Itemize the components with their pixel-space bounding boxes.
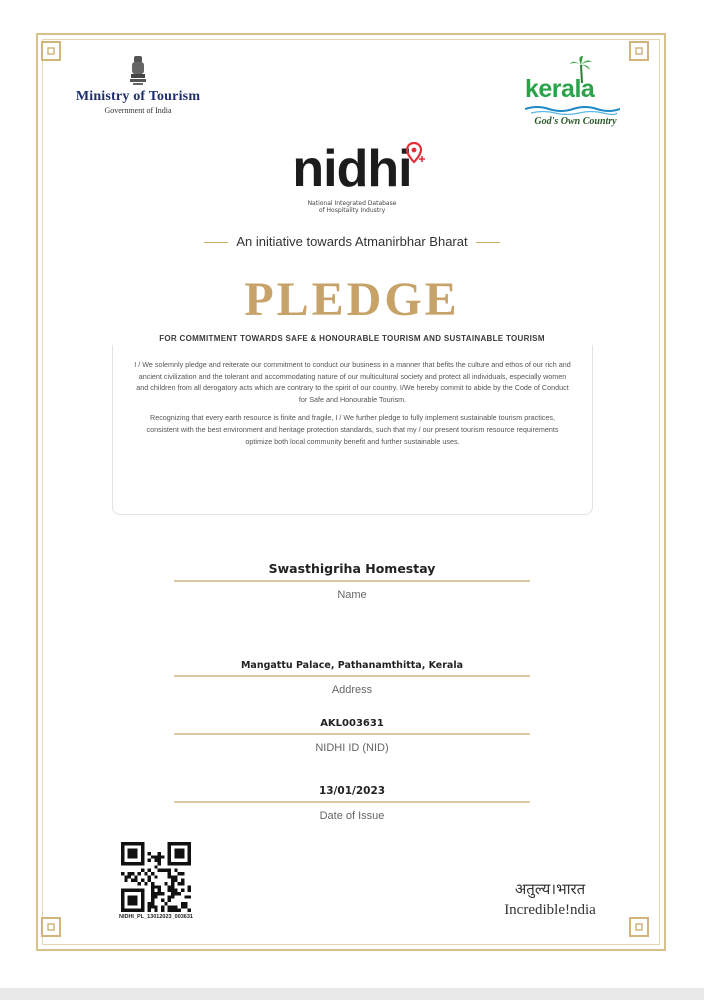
qr-module <box>128 862 131 865</box>
incredible-india-english: Incredible!ndia <box>504 902 596 918</box>
qr-module <box>171 862 174 865</box>
qr-module <box>154 909 157 912</box>
address-value: Mangattu Palace, Pathanamthitta, Kerala <box>240 660 464 671</box>
qr-module <box>168 895 171 898</box>
qr-module <box>138 862 141 865</box>
qr-module <box>158 889 161 892</box>
qr-module <box>131 852 134 855</box>
qr-module <box>174 889 177 892</box>
qr-module <box>141 899 144 902</box>
kerala-wave-icon <box>525 105 620 115</box>
qr-module <box>188 855 191 858</box>
qr-module <box>124 909 127 912</box>
qr-module <box>181 849 184 852</box>
qr-module <box>188 862 191 865</box>
qr-module <box>151 889 154 892</box>
qr-module <box>168 885 171 888</box>
qr-module <box>134 909 137 912</box>
nidhi-caption-line-1: National Integrated Database <box>307 200 397 207</box>
qr-module <box>161 905 164 908</box>
corner-ornament-bottom-right <box>628 904 664 940</box>
qr-module <box>121 909 124 912</box>
address-label: Address <box>331 684 373 696</box>
qr-module <box>124 875 127 878</box>
qr-module <box>131 872 134 875</box>
qr-module <box>128 895 131 898</box>
qr-module <box>154 895 157 898</box>
qr-module <box>121 872 124 875</box>
name-underline <box>174 580 530 582</box>
qr-module <box>128 842 131 845</box>
qr-module <box>148 905 151 908</box>
qr-module <box>141 862 144 865</box>
qr-module <box>168 899 171 902</box>
qr-certificate-id: NIDHI_PL_13012023_003631 <box>118 914 193 920</box>
qr-module <box>154 885 157 888</box>
qr-module <box>124 889 127 892</box>
qr-module <box>168 845 171 848</box>
qr-module <box>131 909 134 912</box>
qr-module <box>151 902 154 905</box>
qr-module <box>141 909 144 912</box>
pledge-paragraph-1: I / We solemnly pledge and reiterate our commitment to conduct our business in a manner that befits the culture and ethos of our rich and ancient civilization and the tolerant and accommodating nature of our multicultural society and protect all individuals, especially women and children from all derogatory acts which are contrary to the spirit of our country. I/We hereby commit to abide by the Code of Conduct for Safe and Honourable Tourism. <box>134 360 571 404</box>
qr-module <box>174 852 177 855</box>
qr-module <box>184 905 187 908</box>
qr-module <box>154 855 157 858</box>
qr-module <box>121 892 124 895</box>
qr-module <box>144 882 147 885</box>
qr-module <box>131 855 134 858</box>
qr-module <box>181 889 184 892</box>
qr-module <box>168 872 171 875</box>
ministry-of-tourism-logo <box>58 55 218 115</box>
qr-module <box>161 909 164 912</box>
qr-module <box>164 902 167 905</box>
qr-module <box>131 902 134 905</box>
qr-module <box>158 852 161 855</box>
nidhi-id-value: AKL003631 <box>320 718 384 729</box>
qr-module <box>158 892 161 895</box>
nidhi-wordmark <box>292 140 411 198</box>
qr-module <box>168 862 171 865</box>
date-of-issue-field <box>174 785 530 822</box>
qr-module <box>184 895 187 898</box>
qr-module <box>174 849 177 852</box>
qr-module <box>171 905 174 908</box>
qr-module <box>138 872 141 875</box>
qr-module <box>148 852 151 855</box>
qr-module <box>138 842 141 845</box>
qr-module <box>121 855 124 858</box>
qr-module <box>151 872 154 875</box>
qr-module <box>168 869 171 872</box>
qr-module <box>134 842 137 845</box>
qr-module <box>174 869 177 872</box>
qr-module <box>128 872 131 875</box>
qr-module <box>121 849 124 852</box>
qr-module <box>154 905 157 908</box>
qr-module <box>188 909 191 912</box>
ministry-title: Ministry of Tourism <box>75 89 201 104</box>
qr-module <box>134 879 137 882</box>
qr-module <box>174 879 177 882</box>
qr-module <box>124 862 127 865</box>
qr-module <box>154 875 157 878</box>
qr-module <box>121 889 124 892</box>
qr-module <box>134 895 137 898</box>
qr-module <box>131 849 134 852</box>
qr-module <box>188 885 191 888</box>
qr-module <box>174 855 177 858</box>
qr-module <box>188 852 191 855</box>
qr-module <box>128 902 131 905</box>
viewer-bottom-bar <box>0 988 704 1000</box>
qr-module <box>168 852 171 855</box>
name-label: Name <box>337 589 367 601</box>
qr-module <box>171 889 174 892</box>
qr-module <box>161 869 164 872</box>
qr-module <box>161 855 164 858</box>
qr-module <box>141 852 144 855</box>
qr-module <box>171 909 174 912</box>
kerala-tourism-logo <box>515 55 630 135</box>
qr-module <box>171 885 174 888</box>
qr-module <box>148 869 151 872</box>
qr-module <box>171 875 174 878</box>
qr-module <box>161 892 164 895</box>
qr-module <box>184 842 187 845</box>
date-of-issue-underline <box>174 801 530 803</box>
qr-module <box>188 895 191 898</box>
pledge-subtitle: FOR COMMITMENT TOWARDS SAFE & HONOURABLE TOURISM AND SUSTAINABLE TOURISM <box>159 334 545 343</box>
nidhi-id-field <box>174 718 530 754</box>
qr-module <box>178 862 181 865</box>
qr-module <box>134 849 137 852</box>
qr-module <box>154 865 157 868</box>
qr-module <box>188 845 191 848</box>
qr-code[interactable] <box>121 842 191 912</box>
incredible-india-hindi: अतुल्य।भारत <box>514 880 586 898</box>
qr-module <box>148 879 151 882</box>
name-value: Swasthigriha Homestay <box>268 561 436 576</box>
qr-module <box>168 875 171 878</box>
qr-module <box>158 855 161 858</box>
qr-module <box>171 892 174 895</box>
qr-module <box>121 842 124 845</box>
qr-module <box>124 842 127 845</box>
qr-module <box>188 849 191 852</box>
qr-module <box>128 875 131 878</box>
divider-right <box>476 242 500 243</box>
qr-module <box>164 869 167 872</box>
qr-module <box>181 842 184 845</box>
location-pin-icon <box>406 142 426 166</box>
qr-module <box>131 895 134 898</box>
qr-module <box>168 909 171 912</box>
nidhi-wordmark-text: nidhi <box>292 140 412 198</box>
qr-module <box>174 875 177 878</box>
qr-module <box>141 889 144 892</box>
qr-module <box>178 882 181 885</box>
qr-module <box>148 909 151 912</box>
qr-module <box>168 849 171 852</box>
nidhi-caption-line-2: of Hospitality Industry <box>318 207 386 214</box>
qr-module <box>128 889 131 892</box>
qr-module <box>131 862 134 865</box>
qr-module <box>121 862 124 865</box>
qr-module <box>131 899 134 902</box>
qr-module <box>141 845 144 848</box>
qr-module <box>128 849 131 852</box>
qr-module <box>131 889 134 892</box>
qr-module <box>184 862 187 865</box>
corner-ornament-bottom-left <box>40 904 76 940</box>
qr-module <box>144 872 147 875</box>
qr-module <box>154 892 157 895</box>
qr-module <box>134 862 137 865</box>
qr-module <box>141 869 144 872</box>
qr-module <box>171 842 174 845</box>
qr-module <box>128 855 131 858</box>
qr-module <box>131 879 134 882</box>
qr-module <box>174 892 177 895</box>
qr-module <box>168 859 171 862</box>
qr-module <box>151 892 154 895</box>
qr-module <box>124 879 127 882</box>
qr-module <box>141 902 144 905</box>
qr-module <box>141 842 144 845</box>
qr-module <box>151 905 154 908</box>
qr-module <box>184 902 187 905</box>
qr-module <box>121 852 124 855</box>
qr-module <box>141 905 144 908</box>
qr-module <box>134 902 137 905</box>
qr-module <box>178 855 181 858</box>
qr-module <box>171 879 174 882</box>
qr-module <box>171 895 174 898</box>
qr-module <box>141 892 144 895</box>
qr-module <box>188 842 191 845</box>
qr-module <box>141 859 144 862</box>
qr-module <box>188 889 191 892</box>
initiative-tagline <box>0 234 704 249</box>
qr-module <box>121 895 124 898</box>
address-underline <box>174 675 530 677</box>
qr-module <box>178 849 181 852</box>
date-of-issue-value: 13/01/2023 <box>318 785 386 797</box>
qr-module <box>181 872 184 875</box>
qr-module <box>181 862 184 865</box>
qr-module <box>141 849 144 852</box>
nidhi-id-underline <box>174 733 530 735</box>
qr-module <box>121 905 124 908</box>
qr-module <box>128 909 131 912</box>
qr-module <box>131 842 134 845</box>
nidhi-id-label: NIDHI ID (NID) <box>315 742 389 754</box>
kerala-wordmark: kerala <box>525 75 595 103</box>
qr-module <box>158 869 161 872</box>
qr-module <box>188 859 191 862</box>
qr-module <box>168 889 171 892</box>
qr-module <box>158 862 161 865</box>
date-of-issue-label: Date of Issue <box>319 810 385 822</box>
qr-module <box>178 852 181 855</box>
qr-module <box>128 852 131 855</box>
qr-module <box>134 875 137 878</box>
qr-module <box>151 882 154 885</box>
ministry-subtitle: Government of India <box>104 106 172 115</box>
qr-module <box>158 859 161 862</box>
qr-module <box>121 845 124 848</box>
qr-module <box>174 909 177 912</box>
qr-module <box>151 885 154 888</box>
qr-module <box>168 842 171 845</box>
name-field <box>174 561 530 601</box>
qr-module <box>181 882 184 885</box>
qr-module <box>181 905 184 908</box>
qr-module <box>151 895 154 898</box>
pledge-text-box <box>112 345 593 515</box>
qr-module <box>164 882 167 885</box>
qr-module <box>138 909 141 912</box>
address-field <box>174 660 530 696</box>
initiative-text: An initiative towards Atmanirbhar Bharat <box>236 234 468 249</box>
qr-module <box>154 859 157 862</box>
qr-module <box>134 899 137 902</box>
divider-left <box>204 242 228 243</box>
qr-module <box>151 899 154 902</box>
qr-module <box>158 885 161 888</box>
qr-module <box>138 882 141 885</box>
qr-module <box>174 905 177 908</box>
qr-module <box>181 879 184 882</box>
qr-module <box>128 899 131 902</box>
qr-code-icon <box>121 842 191 912</box>
qr-module <box>174 842 177 845</box>
nidhi-logo <box>0 140 704 214</box>
qr-module <box>148 902 151 905</box>
qr-module <box>134 889 137 892</box>
qr-module <box>181 902 184 905</box>
qr-module <box>161 899 164 902</box>
qr-module <box>141 879 144 882</box>
qr-module <box>181 855 184 858</box>
qr-module <box>141 855 144 858</box>
incredible-india-logo <box>492 880 608 919</box>
qr-module <box>121 902 124 905</box>
qr-module <box>121 859 124 862</box>
qr-module <box>168 855 171 858</box>
qr-module <box>178 909 181 912</box>
qr-module <box>148 859 151 862</box>
pledge-title: PLEDGE <box>244 273 460 326</box>
kerala-tagline: God's Own Country <box>534 116 617 127</box>
qr-module <box>178 872 181 875</box>
qr-module <box>138 889 141 892</box>
qr-module <box>178 842 181 845</box>
national-emblem-icon <box>128 55 148 87</box>
qr-module <box>171 882 174 885</box>
qr-module <box>121 899 124 902</box>
pledge-paragraph-2: Recognizing that every earth resource is finite and fragile, I / We further pledge to fully implement sustainable tourism practices, consistent with the best environment and heritage protection standards, such that my / our present tourism resource requirements optimize both local community benefit and further sustainable uses. <box>146 413 559 446</box>
qr-module <box>174 862 177 865</box>
qr-module <box>168 905 171 908</box>
qr-module <box>148 875 151 878</box>
qr-module <box>141 895 144 898</box>
qr-module <box>134 852 137 855</box>
qr-module <box>134 855 137 858</box>
qr-module <box>151 855 154 858</box>
corner-ornament-top-right <box>628 40 664 76</box>
qr-module <box>178 892 181 895</box>
qr-module <box>181 852 184 855</box>
